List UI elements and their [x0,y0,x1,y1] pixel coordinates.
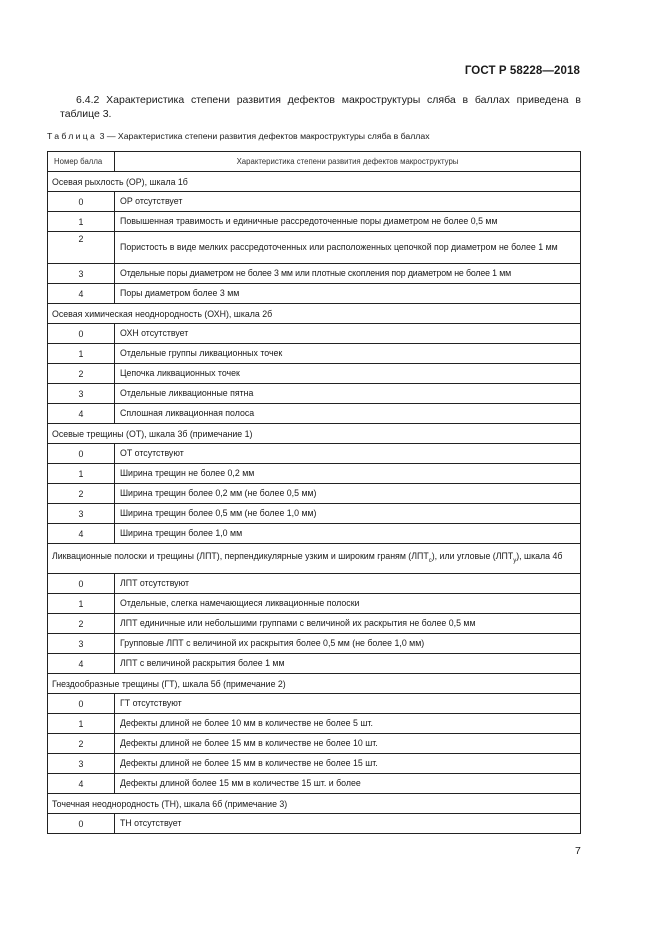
standard-number: ГОСТ Р 58228—2018 [464,65,580,77]
table-row [48,654,581,674]
page-number: 7 [575,845,581,857]
description-cell: Групповые ЛПТ с величиной их раскрытия более 0,5 мм (не более 1,0 мм) [115,634,581,654]
section-title-part: Ликвационные полоски и трещины (ЛПТ), перпендикулярные узким и широким граням (ЛПТ [52,550,429,561]
section-title: Осевые трещины (ОТ), шкала 3б (примечание 1) [48,424,581,444]
section-title-part: ), шкала 4б [516,550,563,561]
score-cell: 2 [48,232,115,264]
table-row [48,324,581,344]
description-cell: ЛПТ с величиной раскрытия более 1 мм [115,654,581,674]
description-cell: ЛПТ единичные или небольшими группами с величиной их раскрытия не более 0,5 мм [115,614,581,634]
score-cell: 4 [48,654,115,674]
description-cell: Отдельные ликвационные пятна [115,384,581,404]
score-cell: 3 [48,384,115,404]
caption-text: 3 — Характеристика степени развития дефектов макроструктуры сляба в баллах [97,131,430,141]
section-title: Осевая химическая неоднородность (ОХН), шкала 2б [48,304,581,324]
table-row [48,504,581,524]
table-row [48,192,581,212]
score-cell: 0 [48,324,115,344]
header-score-number: Номер балла [48,152,115,172]
table-row [48,212,581,232]
score-cell: 3 [48,754,115,774]
table-row [48,614,581,634]
table-row [48,734,581,754]
score-cell: 3 [48,634,115,654]
table-row [48,814,581,834]
description-cell: Дефекты длиной не более 15 мм в количестве не более 10 шт. [115,734,581,754]
score-cell: 3 [48,264,115,284]
section-row [48,674,581,694]
caption-prefix: Таблица [47,131,98,141]
score-cell: 2 [48,734,115,754]
table-row [48,484,581,504]
table-row [48,774,581,794]
section-row [48,172,581,192]
score-cell: 0 [48,694,115,714]
description-cell: Дефекты длиной не более 10 мм в количестве не более 5 шт. [115,714,581,734]
description-cell: Цепочка ликвационных точек [115,364,581,384]
score-cell: 0 [48,444,115,464]
table-row [48,284,581,304]
defects-table [47,151,581,834]
score-cell: 1 [48,464,115,484]
description-cell: Отдельные, слегка намечающиеся ликвационные полоски [115,594,581,614]
description-cell: Пористость в виде мелких рассредоточенных или расположенных цепочкой пор диаметром не более 1 мм [115,232,581,264]
score-cell: 4 [48,774,115,794]
table-row [48,524,581,544]
table-header-row [48,152,581,172]
section-title-subscript: с [428,557,432,564]
description-cell: ОТ отсутствуют [115,444,581,464]
table-row [48,714,581,734]
description-cell: ЛПТ отсутствуют [115,574,581,594]
description-cell: Ширина трещин не более 0,2 мм [115,464,581,484]
description-cell: Дефекты длиной не более 15 мм в количестве не более 15 шт. [115,754,581,774]
score-cell: 4 [48,524,115,544]
section-title [48,544,581,574]
table-row [48,344,581,364]
score-cell: 1 [48,594,115,614]
section-row [48,304,581,324]
table-row [48,384,581,404]
description-cell: Поры диаметром более 3 мм [115,284,581,304]
table-caption [47,131,430,141]
section-title-part: ), или угловые (ЛПТ [431,550,514,561]
score-cell: 1 [48,344,115,364]
score-cell: 1 [48,714,115,734]
table-row [48,232,581,264]
description-cell: Ширина трещин более 1,0 мм [115,524,581,544]
header-characteristic: Характеристика степени развития дефектов макроструктуры [115,152,581,172]
score-cell: 0 [48,192,115,212]
description-cell: ОР отсутствует [115,192,581,212]
table-row [48,264,581,284]
description-cell: Повышенная травимость и единичные рассредоточенные поры диаметром не более 0,5 мм [115,212,581,232]
description-cell: Дефекты длиной более 15 мм в количестве 15 шт. и более [115,774,581,794]
intro-paragraph: 6.4.2 Характеристика степени развития дефектов макроструктуры сляба в баллах приведена в таблице 3. [60,94,581,120]
table-row [48,634,581,654]
description-cell: ТН отсутствует [115,814,581,834]
description-cell: Сплошная ликвационная полоса [115,404,581,424]
table-row [48,464,581,484]
score-cell: 0 [48,814,115,834]
description-cell: ОХН отсутствует [115,324,581,344]
table-row [48,694,581,714]
description-cell: Отдельные поры диаметром не более 3 мм или плотные скопления пор диаметром не более 1 мм [115,264,581,284]
section-row [48,794,581,814]
section-row [48,544,581,574]
score-cell: 2 [48,614,115,634]
description-cell: ГТ отсутствуют [115,694,581,714]
table-row [48,364,581,384]
section-row [48,424,581,444]
section-title: Осевая рыхлость (ОР), шкала 1б [48,172,581,192]
score-cell: 0 [48,574,115,594]
table-row [48,404,581,424]
score-cell: 3 [48,504,115,524]
table-row [48,574,581,594]
table-row [48,444,581,464]
table-row [48,754,581,774]
score-cell: 4 [48,404,115,424]
description-cell: Ширина трещин более 0,2 мм (не более 0,5 мм) [115,484,581,504]
table-row [48,594,581,614]
score-cell: 2 [48,484,115,504]
description-cell: Ширина трещин более 0,5 мм (не более 1,0 мм) [115,504,581,524]
section-title-subscript: у [513,557,517,564]
description-cell: Отдельные группы ликвационных точек [115,344,581,364]
score-cell: 2 [48,364,115,384]
score-cell: 1 [48,212,115,232]
score-cell: 4 [48,284,115,304]
section-title: Точечная неоднородность (ТН), шкала 6б (примечание 3) [48,794,581,814]
section-title: Гнездообразные трещины (ГТ), шкала 5б (примечание 2) [48,674,581,694]
